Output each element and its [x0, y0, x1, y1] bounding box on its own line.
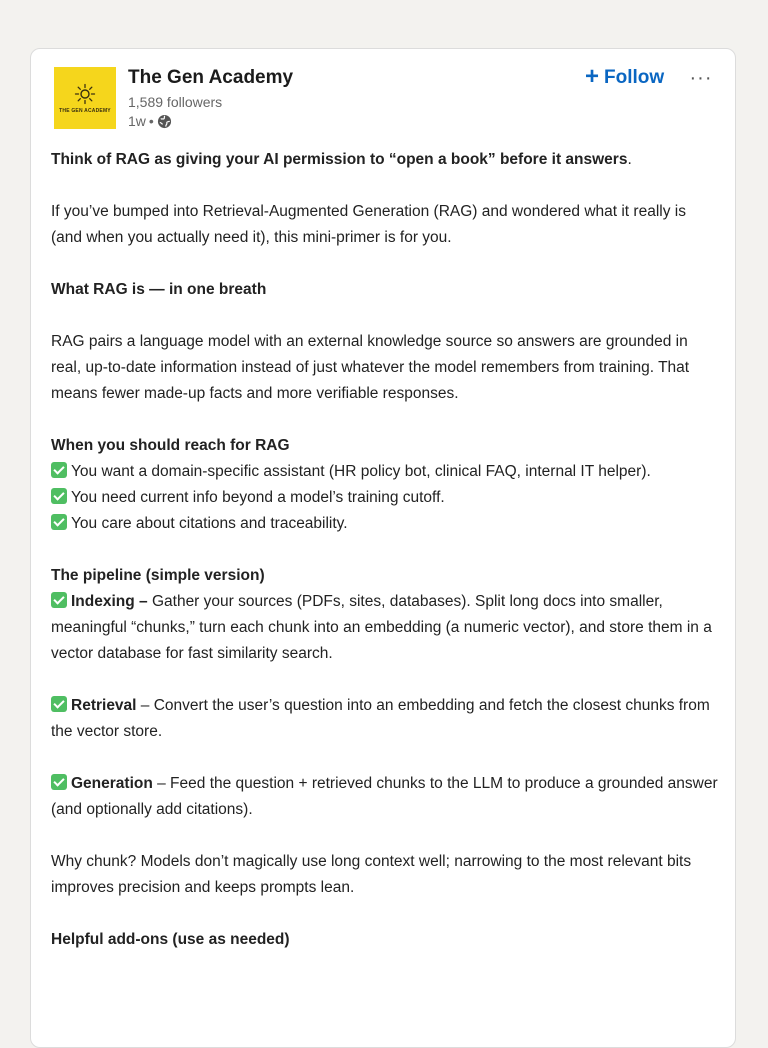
post-time: 1w — [128, 113, 146, 129]
follow-label: Follow — [604, 67, 665, 88]
meta-separator: • — [148, 113, 154, 129]
post-body — [51, 147, 721, 953]
check-icon — [51, 696, 67, 712]
follow-button[interactable] — [579, 63, 670, 93]
why-chunk-paragraph: Why chunk? Models don’t magically use long context well; narrowing to the most relevant bits improves precision and keeps prompts lean. — [51, 853, 692, 896]
post-header — [31, 49, 735, 149]
addons-heading: Helpful add-ons (use as needed) — [51, 931, 290, 948]
what-heading: What RAG is — in one breath — [51, 281, 267, 298]
pipeline-step-retrieval: Retrieval – Convert the user’s question into an embedding and fetch the closest chunks from the vector store. — [51, 697, 710, 740]
lead-paragraph — [51, 147, 721, 173]
list-item: You care about citations and traceability. — [51, 511, 721, 537]
intro-paragraph: If you’ve bumped into Retrieval-Augmented Generation (RAG) and wondered what it really is (and when you actually need it), this mini-primer is for you. — [51, 203, 686, 246]
company-logo[interactable] — [54, 67, 116, 129]
check-icon — [51, 592, 67, 608]
check-icon — [51, 514, 67, 530]
pipeline-step-generation: Generation – Feed the question + retrieved chunks to the LLM to produce a grounded answer (and optionally add citations). — [51, 775, 718, 818]
check-icon — [51, 774, 67, 790]
list-item: You need current info beyond a model’s training cutoff. — [51, 485, 721, 511]
more-options-button[interactable]: ··· — [689, 66, 713, 89]
when-heading: When you should reach for RAG — [51, 437, 290, 454]
pipeline-step-indexing: Indexing – Gather your sources (PDFs, sites, databases). Split long docs into smaller, meaningful “chunks,” turn each chunk into an embedding (a numeric vector), and store them in a vector database for fast similarity search. — [51, 593, 712, 662]
post-meta — [128, 113, 172, 129]
sun-icon — [74, 83, 96, 105]
lead-bold: Think of RAG as giving your AI permission to “open a book” before it answers — [51, 151, 628, 168]
author-name[interactable]: The Gen Academy — [128, 67, 294, 88]
globe-icon — [157, 114, 172, 129]
pipeline-heading: The pipeline (simple version) — [51, 567, 265, 584]
check-icon — [51, 462, 67, 478]
list-item: You want a domain-specific assistant (HR policy bot, clinical FAQ, internal IT helper). — [51, 459, 721, 485]
check-icon — [51, 488, 67, 504]
post-card — [30, 48, 736, 1048]
plus-icon: + — [585, 63, 600, 90]
lead-tail: . — [627, 151, 632, 168]
what-paragraph: RAG pairs a language model with an external knowledge source so answers are grounded in real, up-to-date information instead of just whatever the model remembers from training. That means fewer made-up facts and more verifiable responses. — [51, 333, 690, 402]
logo-wordmark: THE GEN ACADEMY — [59, 107, 111, 114]
follower-count: 1,589 followers — [128, 94, 223, 110]
